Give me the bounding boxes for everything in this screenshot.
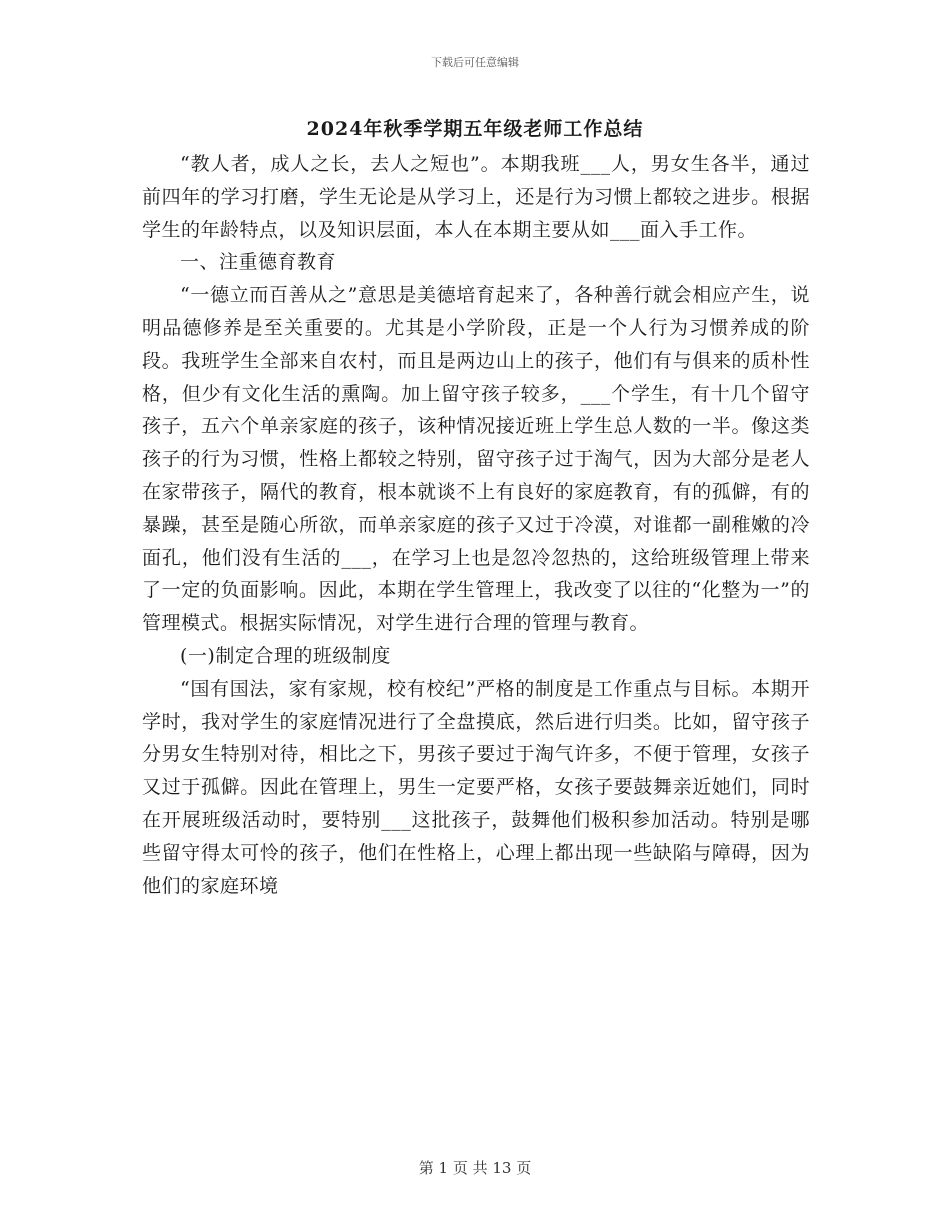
intro-paragraph: “教人者，成人之长，去人之短也”。本期我班___人，男女生各半，通过前四年的学习打磨，学生无论是从学习上，还是行为习惯上都较之进步。根据学生的年龄特点，以及知识层面，本人在本期主要从如___面入手工作。 [142,153,810,241]
class-rules-paragraph: “国有国法，家有家规，校有校纪”严格的制度是工作重点与目标。本期开学时，我对学生的家庭情况进行了全盘摸底，然后进行归类。比如，留守孩子分男女生特别对待，相比之下，男孩子要过于淘气许多，不便于管理，女孩子又过于孤僻。因此在管理上，男生一定要严格，女孩子要鼓舞亲近她们，同时在开展班级活动时，要特别___这批孩子，鼓舞他们极积参加活动。特别是哪些留守得太可怜的孩子，他们在性格上，心理上都出现一些缺陷与障碍，因为他们的家庭环境 [142,677,810,897]
subsection-heading-class-rules: (一)制定合理的班级制度 [180,644,391,667]
download-note: 下载后可任意编辑 [431,56,519,69]
section-heading-moral-education: 一、注重德育教育 [180,251,337,274]
document-title: 2024年秋季学期五年级老师工作总结 [306,118,644,140]
document-body [142,148,810,902]
page-number: 第 1 页 共 13 页 [418,1159,532,1177]
moral-education-paragraph: “一德立而百善从之”意思是美德培育起来了，各种善行就会相应产生，说明品德修养是至关重要的。尤其是小学阶段，正是一个人行为习惯养成的阶段。我班学生全部来自农村，而且是两边山上的孩子，他们有与俱来的质朴性格，但少有文化生活的熏陶。加上留守孩子较多，___个学生，有十几个留守孩子，五六个单亲家庭的孩子，该种情况接近班上学生总人数的一半。像这类孩子的行为习惯，性格上都较之特别，留守孩子过于淘气，因为大部分是老人在家带孩子，隔代的教育，根本就谈不上有良好的家庭教育，有的孤僻，有的暴躁，甚至是随心所欲，而单亲家庭的孩子又过于冷漠，对谁都一副稚嫩的冷面孔，他们没有生活的___，在学习上也是忽冷忽热的，这给班级管理上带来了一定的负面影响。因此，本期在学生管理上，我改变了以往的“化整为一”的管理模式。根据实际情况，对学生进行合理的管理与教育。 [142,284,810,635]
